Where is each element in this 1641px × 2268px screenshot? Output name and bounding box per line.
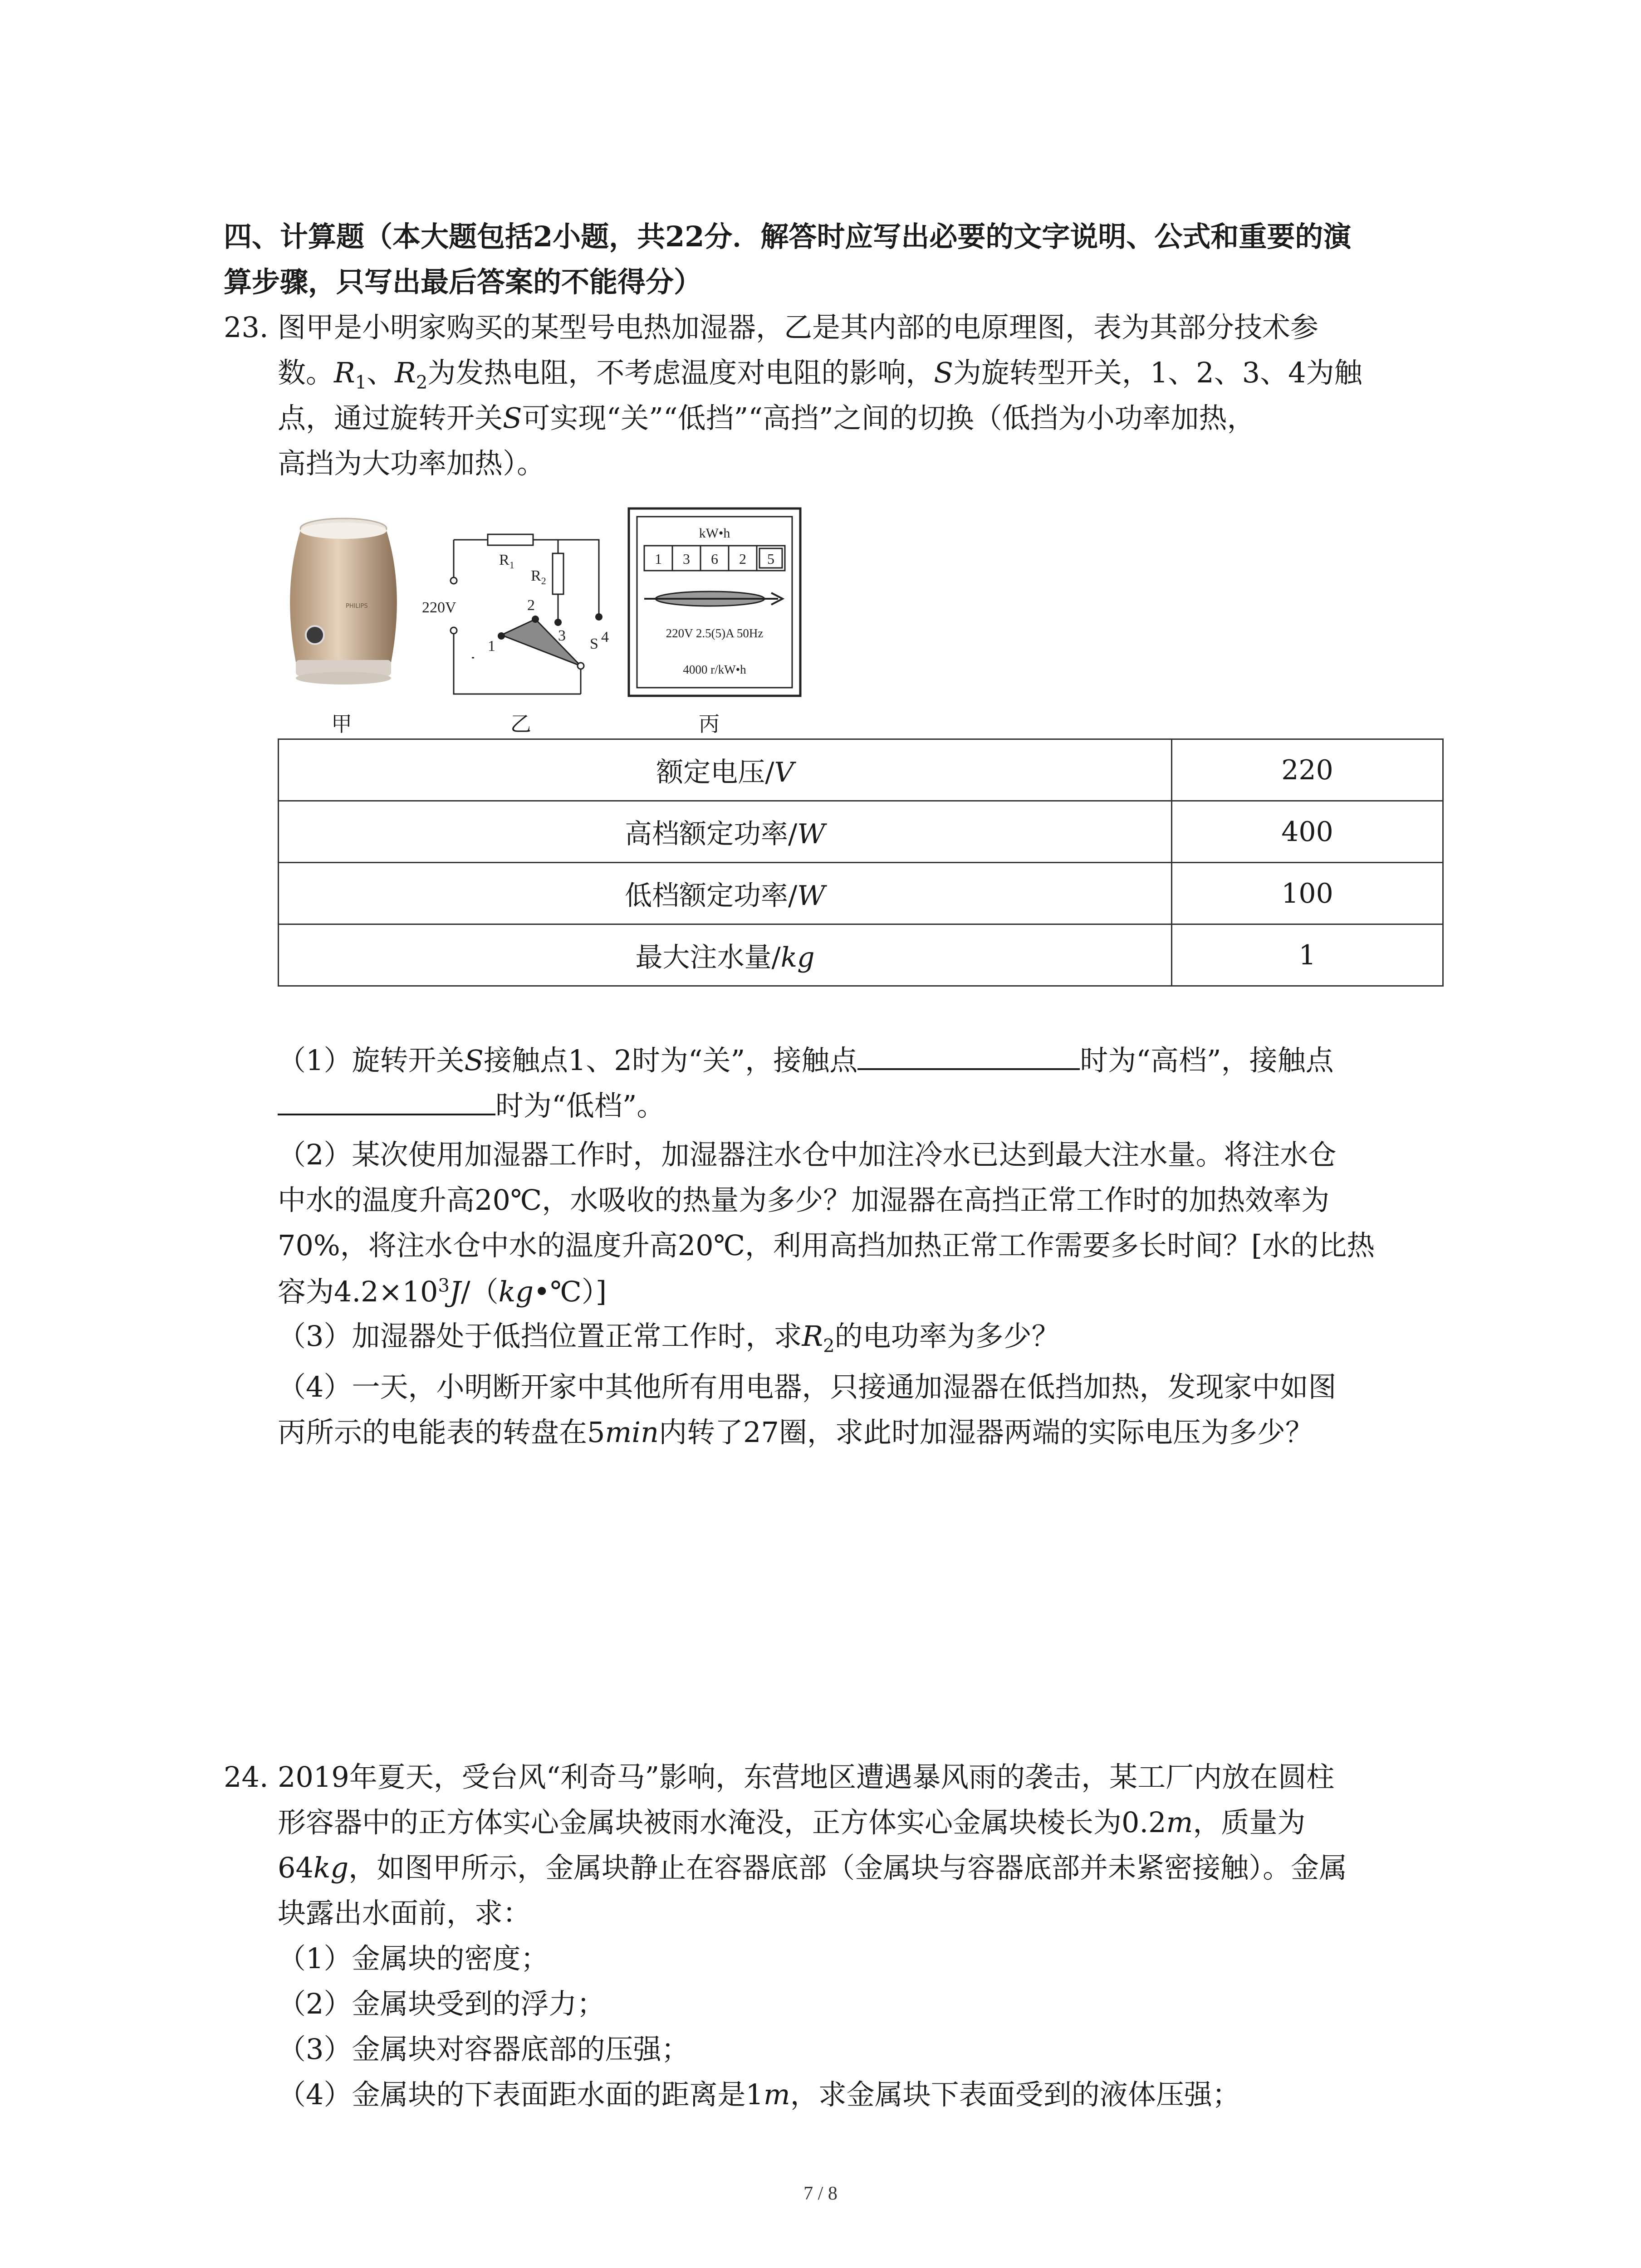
meter-digit-3: 6 <box>711 551 718 567</box>
table-cell-value: 400 <box>1172 801 1443 863</box>
meter-digit-2: 3 <box>683 551 690 567</box>
meter-digit-1: 1 <box>655 551 662 567</box>
table-cell-value: 100 <box>1172 863 1443 924</box>
table-cell-label: 低档额定功率/W <box>279 863 1172 924</box>
q24-line4: 块露出水面前，求： <box>278 1897 531 1930</box>
circuit-r2-label: $R_2$ <box>531 567 546 587</box>
q23-line3: 点，通过旋转开关S可实现“关”“低挡”“高挡”之间的切换（低挡为小功率加热， <box>278 401 1255 435</box>
answer-blank-high[interactable] <box>857 1041 1080 1070</box>
meter-digit-4: 2 <box>739 551 746 567</box>
page-number: 7 / 8 <box>803 2183 838 2204</box>
q24-number: 24. <box>224 1760 269 1794</box>
q24-part4: （4）金属块的下表面距水面的距离是1m，求金属块下表面受到的液体压强； <box>278 2078 1240 2111</box>
q23-part3: （3）加湿器处于低挡位置正常工作时，求$R_2$的电功率为多少？ <box>278 1320 1060 1357</box>
circuit-r1-label: $R_1$ <box>499 552 514 571</box>
meter-digit-5: 5 <box>767 551 774 567</box>
answer-blank-low[interactable] <box>278 1086 495 1115</box>
q23-part1-line1: （1）旋转开关S接触点1、2时为“关”，接触点 时为“高档”，接触点 <box>278 1038 1334 1083</box>
figure-caption-a: 甲 <box>331 712 352 736</box>
contact-4-label: 4 <box>601 629 609 645</box>
circuit-voltage-label: 220V <box>422 599 456 616</box>
q24-line1: 2019年夏天，受台风“利奇马”影响，东营地区遭遇暴风雨的袭击，某工厂内放在圆柱 <box>278 1760 1335 1794</box>
q23-line4: 高挡为大功率加热）。 <box>278 447 545 480</box>
table-row <box>279 863 1443 924</box>
electricity-meter <box>626 506 803 699</box>
q23-part2-line2: 中水的温度升高20℃，水吸收的热量为多少？加湿器在高挡正常工作时的加热效率为 <box>278 1183 1330 1217</box>
q23-part2-line1: （2）某次使用加湿器工作时，加湿器注水仓中加注冷水已达到最大注水量。将注水仓 <box>278 1138 1337 1171</box>
q23-number: 23. <box>224 311 269 344</box>
contact-1-label: 1 <box>488 638 495 655</box>
q24-part2: （2）金属块受到的浮力； <box>278 1987 605 2020</box>
humidifier-image <box>278 513 409 703</box>
table-cell-value: 1 <box>1172 924 1443 986</box>
meter-spec: 220V 2.5(5)A 50Hz <box>666 626 764 640</box>
figure-caption-b: 乙 <box>510 712 531 736</box>
brand-text: PHILIPS <box>346 603 368 610</box>
spec-table <box>278 738 1444 987</box>
figure-caption-c: 丙 <box>699 712 720 736</box>
contact-3-label: 3 <box>558 627 566 644</box>
meter-revolutions: 4000 r/kW•h <box>683 663 746 676</box>
table-row <box>279 801 1443 863</box>
table-row <box>279 924 1443 986</box>
q24-part1: （1）金属块的密度； <box>278 1942 549 1975</box>
circuit-diagram <box>422 522 612 699</box>
table-cell-label: 高档额定功率/W <box>279 801 1172 863</box>
q23-part4-line2: 丙所示的电能表的转盘在5min内转了27圈，求此时加湿器两端的实际电压为多少？ <box>278 1416 1313 1449</box>
section-title-line1: 四、计算题（本大题包括2小题，共22分．解答时应写出必要的文字说明、公式和重要的演 <box>224 220 1352 253</box>
switch-s-label: S <box>590 635 598 652</box>
table-cell-label: 额定电压/V <box>279 739 1172 801</box>
table-cell-value: 220 <box>1172 739 1443 801</box>
q23-part4-line1: （4）一天，小明断开家中其他所有用电器，只接通加湿器在低挡加热，发现家中如图 <box>278 1370 1337 1403</box>
table-cell-label: 最大注水量/kg <box>279 924 1172 986</box>
q23-part1-line2: 时为“低档”。 <box>278 1083 665 1129</box>
q24-line3: 64kg，如图甲所示，金属块静止在容器底部（金属块与容器底部并未紧密接触）。金属 <box>278 1851 1347 1884</box>
q24-part3: （3）金属块对容器底部的压强； <box>278 2033 690 2066</box>
section-title-line2: 算步骤，只写出最后答案的不能得分） <box>224 265 702 298</box>
meter-unit: kW•h <box>699 526 730 541</box>
q23-line2: 数。$R_1$、$R_2$为发热电阻，不考虑温度对电阻的影响，S为旋转型开关，1、2、3、4为触 <box>278 356 1362 393</box>
contact-2-label: 2 <box>527 597 535 614</box>
q23-part2-line3: 70%，将注水仓中水的温度升高20℃，利用高挡加热正常工作需要多长时间？[水的比热 <box>278 1229 1375 1262</box>
q23-line1: 图甲是小明家购买的某型号电热加湿器，乙是其内部的电原理图，表为其部分技术参 <box>278 311 1319 344</box>
table-row <box>279 739 1443 801</box>
q24-line2: 形容器中的正方体实心金属块被雨水淹没，正方体实心金属块棱长为0.2m，质量为 <box>278 1806 1306 1839</box>
q23-part2-line4: 容为$4.2\times 10^3J/(kg•℃)$] <box>278 1275 607 1308</box>
